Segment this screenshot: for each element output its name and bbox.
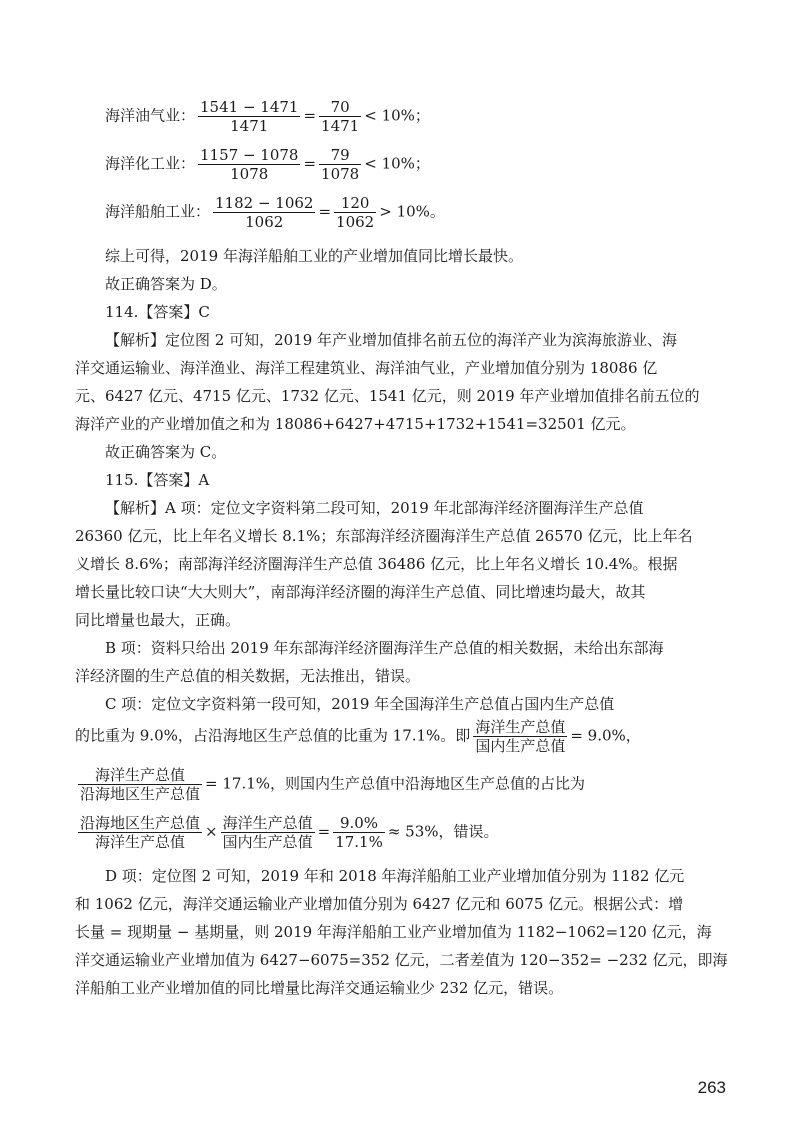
c-text: 的比重为 9.0%，占沿海地区生产总值的比重为 17.1%。即 (75, 726, 471, 745)
fraction (213, 194, 315, 231)
denominator: 海洋生产总值 (95, 833, 186, 851)
analysis-line: 洋交通运输业、海洋渔业、海洋工程建筑业、海洋油气业，产业增加值分别为 18086 亿 (75, 359, 658, 377)
fraction (334, 194, 376, 231)
c-item-line-2 (75, 718, 723, 766)
denominator: 1062 (336, 213, 375, 231)
denominator: 1078 (321, 165, 360, 183)
denominator: 17.1% (335, 833, 383, 851)
denominator: 沿海地区生产总值 (80, 785, 201, 803)
summary-line: 综上可得，2019 年海洋船舶工业的产业增加值同比增长最快。 (105, 247, 523, 265)
answer-conclusion: 故正确答案为 C。 (105, 443, 227, 461)
analysis-line: 和 1062 亿元，海洋交通运输业产业增加值分别为 6427 亿元和 6075 亿元。根据公式：增 (75, 895, 684, 913)
fraction (198, 146, 300, 183)
answer-heading-114: 114.【答案】C (105, 303, 210, 321)
fraction (473, 718, 567, 755)
equals-sign: = (303, 154, 317, 173)
denominator: 国内生产总值 (222, 833, 313, 851)
analysis-line: 海洋产业的产业增加值之和为 18086+6427+4715+1732+1541=32501 亿元。 (75, 415, 636, 433)
analysis-line: 【解析】定位图 2 可知，2019 年产业增加值排名前五位的海洋产业为滨海旅游业、海 (105, 331, 678, 349)
numerator: 海洋生产总值 (95, 766, 186, 784)
analysis-line: 长量 = 现期量 − 基期量，则 2019 年海洋船舶工业产业增加值为 1182−1062=120 亿元，海 (75, 923, 712, 941)
denominator: 1471 (321, 117, 360, 135)
fraction (78, 814, 202, 851)
analysis-line: B 项：资料只给出 2019 年东部海洋经济圈海洋生产总值的相关数据，未给出东部海 (105, 639, 664, 657)
analysis-line: 同比增量也最大，正确。 (75, 611, 241, 629)
analysis-line: 【解析】A 项：定位文字资料第二段可知，2019 年北部海洋经济圈海洋生产总值 (105, 499, 644, 517)
numerator: 1157 − 1078 (200, 146, 299, 164)
numerator: 120 (340, 194, 370, 212)
answer-conclusion: 故正确答案为 D。 (105, 275, 227, 293)
c-item-line-4 (75, 814, 723, 862)
c-text: = 17.1%，则国内生产总值中沿海地区生产总值的占比为 (205, 774, 586, 793)
fraction (198, 98, 300, 135)
comparison: < 10%； (364, 106, 430, 125)
equals-sign: = (318, 202, 332, 221)
numerator: 海洋生产总值 (222, 814, 313, 832)
numerator: 沿海地区生产总值 (80, 814, 201, 832)
times-sign: × (205, 822, 218, 841)
analysis-line: 元、6427 亿元、4715 亿元、1732 亿元、1541 亿元，则 2019 年产业增加值排名前五位的 (75, 387, 700, 405)
calc-label: 海洋船舶工业： (105, 202, 211, 221)
analysis-line: 26360 亿元，比上年名义增长 8.1%；东部海洋经济圈海洋生产总值 26570 亿元，比上年名 (75, 527, 693, 545)
answer-heading-115: 115.【答案】A (105, 471, 210, 489)
analysis-line: D 项：定位图 2 可知，2019 年和 2018 年海洋船舶工业产业增加值分别为 1182 亿元 (105, 867, 685, 885)
denominator: 国内生产总值 (475, 737, 566, 755)
equals-sign: = (317, 822, 331, 841)
comparison: > 10%。 (379, 202, 445, 221)
calc-label: 海洋化工业： (105, 154, 196, 173)
numerator: 9.0% (339, 814, 379, 832)
denominator: 1062 (245, 213, 284, 231)
analysis-line: 增长量比较口诀“大大则大”，南部海洋经济圈的海洋生产总值、同比增速均最大，故其 (75, 583, 646, 601)
analysis-line: 洋船舶工业产业增加值的同比增量比海洋交通运输业少 232 亿元，错误。 (75, 979, 564, 997)
calc-ship (75, 194, 723, 242)
numerator: 70 (330, 98, 350, 116)
analysis-line: 洋经济圈的生产总值的相关数据，无法推出，错误。 (75, 667, 421, 685)
calc-oil (75, 98, 723, 146)
c-result: ≈ 53%，错误。 (387, 822, 499, 841)
c-value: = 9.0%， (570, 726, 641, 745)
analysis-line: 洋交通运输业产业增加值为 6427−6075=352 亿元，二者差值为 120−352= −232 亿元，即海 (75, 951, 728, 969)
denominator: 1471 (230, 117, 269, 135)
numerator: 1541 − 1471 (200, 98, 299, 116)
calc-label: 海洋油气业： (105, 106, 196, 125)
numerator: 79 (330, 146, 350, 164)
calc-chem (75, 146, 723, 194)
fraction (333, 814, 385, 851)
page-body (75, 98, 728, 1002)
numerator: 海洋生产总值 (475, 718, 566, 736)
fraction (78, 766, 202, 803)
equals-sign: = (303, 106, 317, 125)
fraction (319, 146, 361, 183)
denominator: 1078 (230, 165, 269, 183)
c-item-line-3 (75, 766, 723, 814)
page-number: 263 (697, 1078, 726, 1097)
numerator: 1182 − 1062 (215, 194, 314, 212)
comparison: < 10%； (364, 154, 430, 173)
analysis-line: 义增长 8.6%；南部海洋经济圈海洋生产总值 36486 亿元，比上年名义增长 10.4%。根据 (75, 555, 678, 573)
fraction (319, 98, 361, 135)
analysis-line: C 项：定位文字资料第一段可知，2019 年全国海洋生产总值占国内生产总值 (105, 695, 615, 713)
fraction (221, 814, 315, 851)
